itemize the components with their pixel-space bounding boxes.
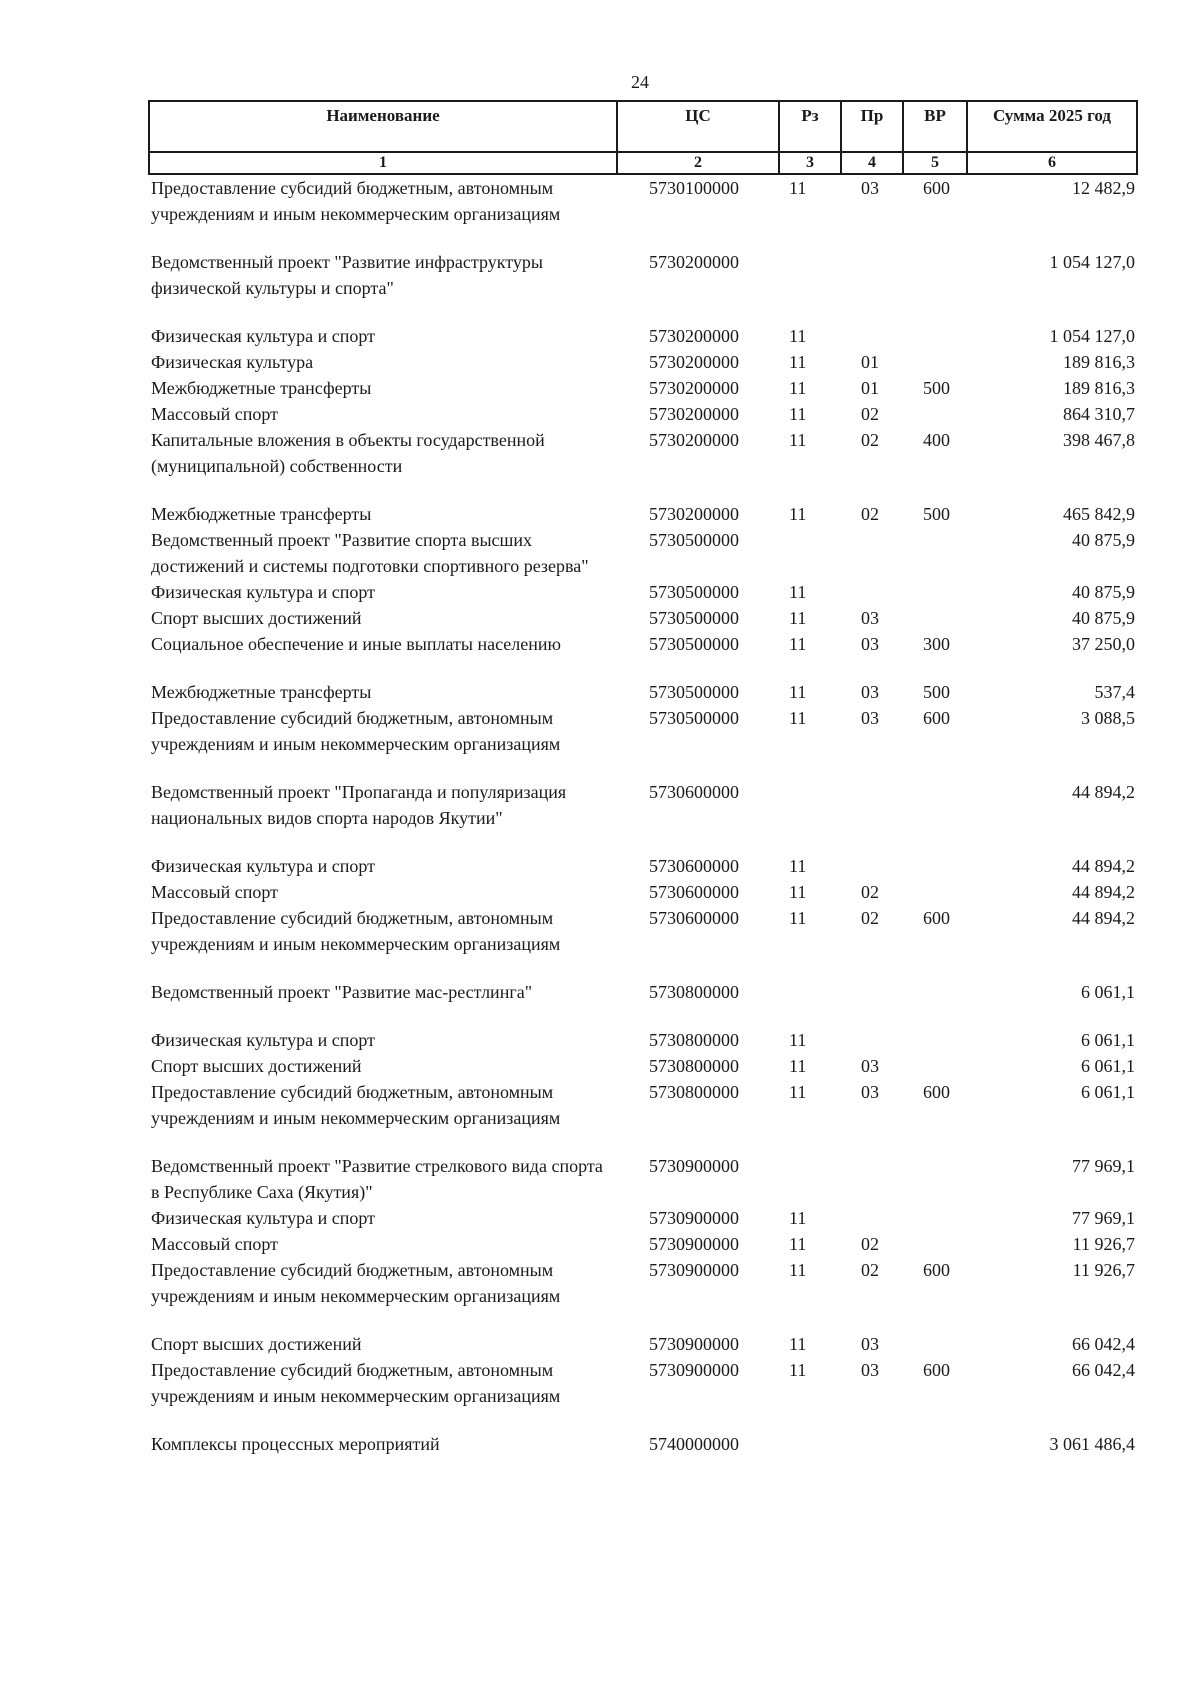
cell-cs: 5730200000 [649,404,739,424]
cell-vr [903,323,967,349]
cell-cs: 5730200000 [649,326,739,346]
cell-sum: 6 061,1 [1081,1056,1135,1076]
cell-pr: 02 [861,1260,879,1280]
cell-name: Межбюджетные трансферты [151,378,372,398]
cell-rz [779,1153,841,1205]
cell-sum: 537,4 [1094,682,1135,702]
table-row [149,853,1137,879]
table-row [149,679,1137,705]
table-row [149,1153,1137,1205]
cell-name: Физическая культура и спорт [151,856,376,876]
cell-vr [903,979,967,1027]
header-sum: Сумма 2025 год [967,101,1137,152]
cell-vr [903,879,967,905]
cell-vr [903,401,967,427]
cell-cs: 5730600000 [649,856,739,876]
table-row [149,1357,1137,1431]
cell-rz: 11 [789,504,807,524]
cell-vr: 600 [923,908,950,928]
cell-name: Предоставление субсидий бюджетным, автономным учреждениям и иным некоммерческим организациям [151,178,561,224]
cell-rz: 11 [789,1334,807,1354]
table-row [149,375,1137,401]
column-number: 5 [903,152,967,174]
cell-vr [903,579,967,605]
cell-cs: 5730500000 [649,634,739,654]
cell-sum: 6 061,1 [1081,1082,1135,1102]
cell-pr [841,1027,903,1053]
cell-sum: 37 250,0 [1072,634,1135,654]
cell-pr: 03 [861,1334,879,1354]
table-row [149,905,1137,979]
budget-table-container [148,100,1136,1457]
column-number: 3 [779,152,841,174]
cell-cs: 5730200000 [649,430,739,450]
cell-name: Ведомственный проект "Развитие инфраструктуры физической культуры и спорта" [151,252,543,298]
cell-pr: 03 [861,1360,879,1380]
table-row [149,527,1137,579]
cell-rz: 11 [789,608,807,628]
cell-sum: 44 894,2 [1072,782,1135,802]
cell-vr: 600 [923,1260,950,1280]
cell-name: Ведомственный проект "Развитие стрелкового вида спорта в Республике Саха (Якутия)" [151,1156,603,1202]
cell-rz: 11 [789,882,807,902]
cell-sum: 44 894,2 [1072,908,1135,928]
cell-vr [903,349,967,375]
cell-cs: 5730900000 [649,1260,739,1280]
cell-cs: 5730800000 [649,1082,739,1102]
column-number: 4 [841,152,903,174]
cell-sum: 189 816,3 [1063,378,1135,398]
cell-rz: 11 [789,856,807,876]
cell-vr [903,1205,967,1231]
cell-name: Физическая культура и спорт [151,1208,376,1228]
cell-vr: 600 [923,178,950,198]
table-row [149,1079,1137,1153]
table-row [149,1205,1137,1231]
cell-vr: 600 [923,708,950,728]
cell-sum: 40 875,9 [1072,582,1135,602]
cell-rz [779,1431,841,1457]
cell-pr [841,1153,903,1205]
table-row [149,1331,1137,1357]
cell-sum: 3 061 486,4 [1049,1434,1135,1454]
cell-pr: 03 [861,608,879,628]
table-row [149,605,1137,631]
cell-vr: 400 [923,430,950,450]
cell-cs: 5730100000 [649,178,739,198]
cell-vr [903,779,967,853]
cell-vr: 600 [923,1360,950,1380]
page-number: 24 [631,72,649,92]
cell-cs: 5730800000 [649,1056,739,1076]
table-row [149,879,1137,905]
table-row [149,631,1137,679]
cell-sum: 1 054 127,0 [1049,326,1135,346]
cell-cs: 5730900000 [649,1234,739,1254]
header-cs: ЦС [617,101,779,152]
cell-pr [841,979,903,1027]
cell-vr [903,1231,967,1257]
cell-rz: 11 [789,582,807,602]
cell-rz: 11 [789,1030,807,1050]
budget-table [148,100,1138,1457]
cell-rz [779,779,841,853]
cell-vr [903,1331,967,1357]
cell-rz: 11 [789,326,807,346]
cell-rz: 11 [789,430,807,450]
cell-pr: 03 [861,178,879,198]
cell-name: Ведомственный проект "Развитие спорта высших достижений и системы подготовки спортивного резерва" [151,530,589,576]
cell-sum: 6 061,1 [1081,982,1135,1002]
cell-rz: 11 [789,1360,807,1380]
column-number-row [149,152,1137,174]
cell-cs: 5730600000 [649,782,739,802]
cell-cs: 5730900000 [649,1360,739,1380]
cell-sum: 11 926,7 [1072,1234,1135,1254]
cell-sum: 66 042,4 [1072,1360,1135,1380]
cell-cs: 5730200000 [649,252,739,272]
table-row [149,349,1137,375]
table-row [149,1053,1137,1079]
header-pr: Пр [841,101,903,152]
cell-name: Капитальные вложения в объекты государственной (муниципальной) собственности [151,430,545,476]
cell-name: Предоставление субсидий бюджетным, автономным учреждениям и иным некоммерческим организациям [151,1260,561,1306]
cell-cs: 5730200000 [649,504,739,524]
cell-cs: 5730200000 [649,378,739,398]
cell-name: Предоставление субсидий бюджетным, автономным учреждениям и иным некоммерческим организациям [151,908,561,954]
cell-cs: 5730900000 [649,1156,739,1176]
cell-sum: 465 842,9 [1063,504,1135,524]
cell-sum: 864 310,7 [1063,404,1135,424]
cell-vr: 500 [923,504,950,524]
cell-rz [779,979,841,1027]
table-row [149,174,1137,249]
cell-rz: 11 [789,1082,807,1102]
cell-rz [779,249,841,323]
cell-name: Физическая культура и спорт [151,582,376,602]
cell-sum: 66 042,4 [1072,1334,1135,1354]
cell-vr [903,527,967,579]
cell-pr: 03 [861,1082,879,1102]
table-row [149,779,1137,853]
table-row [149,1027,1137,1053]
cell-rz: 11 [789,682,807,702]
cell-pr [841,527,903,579]
cell-rz: 11 [789,178,807,198]
cell-name: Массовый спорт [151,404,278,424]
cell-vr [903,249,967,323]
column-number: 6 [967,152,1137,174]
cell-pr: 02 [861,882,879,902]
cell-pr [841,249,903,323]
table-header-row [149,101,1137,152]
cell-pr: 03 [861,1056,879,1076]
cell-cs: 5730600000 [649,908,739,928]
cell-name: Межбюджетные трансферты [151,504,372,524]
cell-sum: 44 894,2 [1072,882,1135,902]
cell-sum: 40 875,9 [1072,530,1135,550]
table-row [149,979,1137,1027]
cell-name: Физическая культура [151,352,314,372]
cell-vr [903,1027,967,1053]
cell-name: Физическая культура и спорт [151,1030,376,1050]
cell-sum: 40 875,9 [1072,608,1135,628]
cell-cs: 5740000000 [649,1434,739,1454]
cell-pr: 02 [861,504,879,524]
cell-pr: 01 [861,352,879,372]
cell-cs: 5730500000 [649,530,739,550]
cell-pr: 02 [861,430,879,450]
cell-cs: 5730600000 [649,882,739,902]
cell-vr [903,1431,967,1457]
cell-sum: 398 467,8 [1063,430,1135,450]
cell-sum: 6 061,1 [1081,1030,1135,1050]
header-vr: ВР [903,101,967,152]
cell-pr [841,853,903,879]
header-rz: Рз [779,101,841,152]
column-number: 1 [149,152,617,174]
cell-sum: 77 969,1 [1072,1156,1135,1176]
table-row [149,401,1137,427]
cell-vr [903,853,967,879]
cell-name: Спорт высших достижений [151,1056,362,1076]
cell-vr: 600 [923,1082,950,1102]
table-row [149,249,1137,323]
cell-pr: 02 [861,404,879,424]
cell-name: Ведомственный проект "Развитие мас-рестлинга" [151,982,533,1002]
table-row [149,323,1137,349]
cell-pr: 03 [861,682,879,702]
cell-cs: 5730200000 [649,352,739,372]
cell-pr [841,779,903,853]
cell-rz: 11 [789,404,807,424]
cell-vr: 300 [923,634,950,654]
cell-vr [903,1153,967,1205]
cell-name: Массовый спорт [151,1234,278,1254]
cell-sum: 77 969,1 [1072,1208,1135,1228]
cell-cs: 5730500000 [649,582,739,602]
cell-rz: 11 [789,1260,807,1280]
cell-name: Межбюджетные трансферты [151,682,372,702]
cell-pr [841,579,903,605]
cell-name: Предоставление субсидий бюджетным, автономным учреждениям и иным некоммерческим организациям [151,1360,561,1406]
cell-vr [903,605,967,631]
cell-rz [779,527,841,579]
cell-name: Ведомственный проект "Пропаганда и популяризация национальных видов спорта народов Якутии" [151,782,567,828]
table-row [149,1231,1137,1257]
cell-rz: 11 [789,1208,807,1228]
cell-name: Предоставление субсидий бюджетным, автономным учреждениям и иным некоммерческим организациям [151,708,561,754]
cell-rz: 11 [789,352,807,372]
cell-pr: 01 [861,378,879,398]
cell-sum: 3 088,5 [1081,708,1135,728]
cell-sum: 44 894,2 [1072,856,1135,876]
cell-name: Комплексы процессных мероприятий [151,1434,440,1454]
cell-rz: 11 [789,1234,807,1254]
cell-pr [841,1205,903,1231]
cell-pr: 03 [861,708,879,728]
cell-cs: 5730500000 [649,708,739,728]
cell-sum: 11 926,7 [1072,1260,1135,1280]
cell-sum: 12 482,9 [1072,178,1135,198]
table-row [149,579,1137,605]
cell-name: Предоставление субсидий бюджетным, автономным учреждениям и иным некоммерческим организациям [151,1082,561,1128]
cell-rz: 11 [789,708,807,728]
cell-sum: 189 816,3 [1063,352,1135,372]
header-name: Наименование [149,101,617,152]
cell-pr: 02 [861,1234,879,1254]
column-number: 2 [617,152,779,174]
cell-pr: 03 [861,634,879,654]
cell-name: Социальное обеспечение и иные выплаты населению [151,634,561,654]
cell-rz: 11 [789,634,807,654]
table-row [149,501,1137,527]
cell-rz: 11 [789,378,807,398]
cell-pr: 02 [861,908,879,928]
cell-name: Спорт высших достижений [151,608,362,628]
cell-rz: 11 [789,908,807,928]
cell-pr [841,323,903,349]
table-body [149,174,1137,1457]
cell-cs: 5730500000 [649,608,739,628]
cell-name: Спорт высших достижений [151,1334,362,1354]
cell-pr [841,1431,903,1457]
cell-cs: 5730900000 [649,1208,739,1228]
table-row [149,1257,1137,1331]
table-row [149,705,1137,779]
cell-name: Массовый спорт [151,882,278,902]
cell-cs: 5730900000 [649,1334,739,1354]
cell-rz: 11 [789,1056,807,1076]
table-row [149,427,1137,501]
table-row [149,1431,1137,1457]
cell-vr: 500 [923,682,950,702]
cell-vr: 500 [923,378,950,398]
cell-vr [903,1053,967,1079]
cell-cs: 5730800000 [649,1030,739,1050]
cell-cs: 5730500000 [649,682,739,702]
cell-sum: 1 054 127,0 [1049,252,1135,272]
cell-cs: 5730800000 [649,982,739,1002]
cell-name: Физическая культура и спорт [151,326,376,346]
